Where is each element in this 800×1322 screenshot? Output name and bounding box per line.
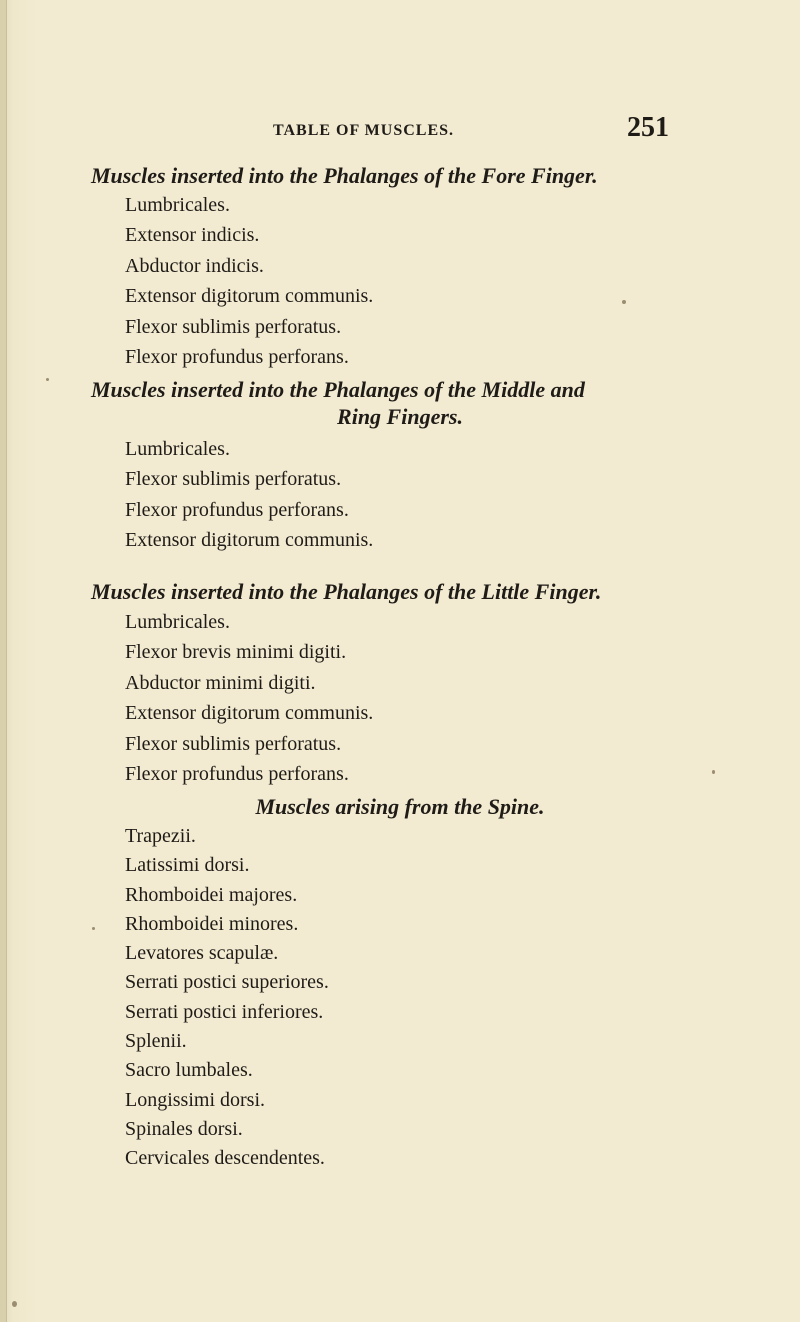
section-heading-little-finger: Muscles inserted into the Phalanges of the Little Finger.	[91, 579, 602, 604]
list-item: Flexor sublimis perforatus.	[125, 732, 342, 755]
list-item: Serrati postici superiores.	[125, 971, 329, 994]
page-number: 251	[627, 112, 669, 143]
list-item: Lumbricales.	[125, 438, 230, 460]
list-item: Extensor digitorum communis.	[125, 529, 374, 552]
fore-finger-muscle-list	[125, 190, 373, 372]
paper-speck	[712, 770, 715, 774]
paper-speck	[622, 300, 626, 304]
list-item: Spinales dorsi.	[125, 1117, 243, 1140]
list-item: Flexor profundus perforans.	[125, 498, 349, 521]
paper-speck	[12, 1301, 17, 1307]
list-item: Serrati postici inferiores.	[125, 1000, 324, 1023]
list-item: Flexor sublimis perforatus.	[125, 315, 342, 338]
list-item: Rhomboidei minores.	[125, 912, 299, 935]
spine-muscle-list	[125, 822, 329, 1174]
list-item: Trapezii.	[125, 825, 196, 847]
list-item: Flexor sublimis perforatus.	[125, 468, 342, 491]
list-item: Rhomboidei majores.	[125, 883, 298, 906]
running-title: TABLE OF MUSCLES.	[273, 122, 455, 139]
paper-speck	[92, 927, 95, 930]
list-item: Sacro lumbales.	[125, 1059, 253, 1082]
list-item: Extensor digitorum communis.	[125, 285, 374, 308]
paper-speck	[46, 378, 49, 381]
list-item: Latissimi dorsi.	[125, 854, 250, 877]
middle-ring-finger-muscle-list	[125, 434, 373, 556]
section-heading-spine: Muscles arising from the Spine.	[255, 794, 545, 819]
section-heading-middle-ring-line1: Muscles inserted into the Phalanges of the Middle and	[91, 377, 585, 402]
list-item: Flexor profundus perforans.	[125, 763, 349, 786]
list-item: Abductor minimi digiti.	[125, 671, 316, 694]
list-item: Splenii.	[125, 1030, 187, 1053]
list-item: Abductor indicis.	[125, 254, 264, 277]
section-heading-middle-ring-line2: Ring Fingers.	[337, 404, 463, 429]
list-item: Longissimi dorsi.	[125, 1088, 266, 1111]
list-item: Lumbricales.	[125, 611, 230, 633]
list-item: Extensor indicis.	[125, 224, 260, 247]
list-item: Lumbricales.	[125, 194, 230, 216]
list-item: Levatores scapulæ.	[125, 942, 279, 965]
page-binding-edge	[0, 0, 7, 1322]
list-item: Extensor digitorum communis.	[125, 702, 374, 725]
list-item: Cervicales descendentes.	[125, 1147, 325, 1170]
running-head	[0, 110, 800, 146]
list-item: Flexor profundus perforans.	[125, 346, 349, 369]
list-item: Flexor brevis minimi digiti.	[125, 641, 347, 664]
section-heading-fore-finger: Muscles inserted into the Phalanges of the Fore Finger.	[91, 163, 598, 188]
little-finger-muscle-list	[125, 607, 373, 789]
